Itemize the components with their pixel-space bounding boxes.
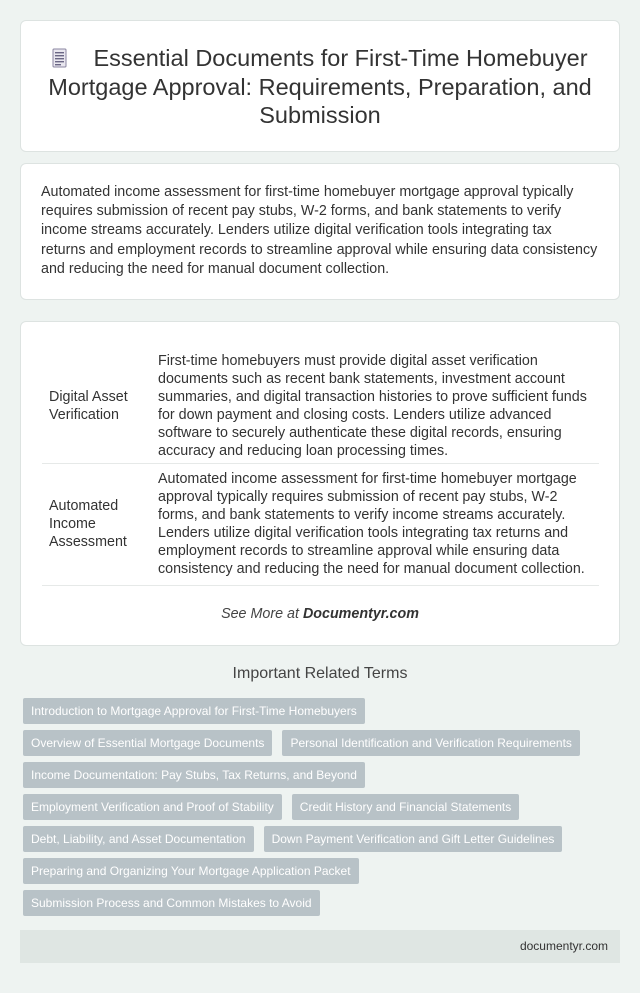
- tag-row: [23, 762, 365, 788]
- see-more-prefix: See More at: [221, 606, 299, 622]
- related-term-tag[interactable]: Overview of Essential Mortgage Documents: [23, 730, 272, 756]
- footer-site-link[interactable]: documentyr.com: [519, 939, 608, 953]
- header-card: [20, 20, 620, 152]
- footer: [20, 930, 620, 963]
- summary-text: Automated income assessment for first-time homebuyer mortgage approval typically requires submission of recent pay stubs, W-2 forms, and bank statements to verify income streams accurately. Lenders utilize digital verification tools integrating tax returns and employment records to streamline approval while ensuring data consistency and reducing the need for manual document collection.: [41, 184, 598, 277]
- tag-row: [23, 794, 519, 820]
- related-term-tag[interactable]: Debt, Liability, and Asset Documentation: [23, 826, 254, 852]
- description-cell: First-time homebuyers must provide digital asset verification documents such as recent bank statements, investment account summaries, and digital transaction histories to prove sufficient funds for down payment and closing costs. Lenders utilize advanced software to securely authenticate these digital records, ensuring accuracy and reducing loan processing times.: [151, 348, 599, 463]
- related-term-tag[interactable]: Employment Verification and Proof of Stability: [23, 794, 282, 820]
- tag-row: [23, 730, 580, 756]
- tag-row: [23, 698, 365, 724]
- description-cell: Automated income assessment for first-time homebuyer mortgage approval typically requires submission of recent pay stubs, W-2 forms, and bank statements to verify income streams accurately. Lenders utilize digital verification tools integrating tax returns and employment records to streamline approval while ensuring data consistency and reducing the need for manual document collection.: [151, 463, 599, 585]
- tag-row: [23, 826, 562, 852]
- table-row: [42, 463, 599, 585]
- table-row: [42, 348, 599, 463]
- term-cell: Automated Income Assessment: [42, 463, 151, 585]
- page-title-text: Essential Documents for First-Time Homebuyer Mortgage Approval: Requirements, Preparation, and Submission: [48, 45, 592, 128]
- see-more-site[interactable]: Documentyr.com: [302, 606, 419, 622]
- document-icon: [52, 48, 67, 68]
- tag-row: [23, 890, 320, 916]
- definitions-table: [42, 348, 599, 586]
- related-term-tag[interactable]: Personal Identification and Verification Requirements: [282, 730, 580, 756]
- see-more-link[interactable]: [21, 606, 619, 622]
- related-term-tag[interactable]: Down Payment Verification and Gift Letter Guidelines: [264, 826, 563, 852]
- related-term-tag[interactable]: Submission Process and Common Mistakes to Avoid: [23, 890, 320, 916]
- page-title: [41, 44, 599, 130]
- summary-card: [20, 163, 620, 300]
- definitions-card: [20, 321, 620, 646]
- term-cell: Digital Asset Verification: [42, 348, 151, 463]
- related-term-tag[interactable]: Introduction to Mortgage Approval for First-Time Homebuyers: [23, 698, 365, 724]
- tag-row: [23, 858, 359, 884]
- related-term-tag[interactable]: Preparing and Organizing Your Mortgage Application Packet: [23, 858, 359, 884]
- related-term-tag[interactable]: Income Documentation: Pay Stubs, Tax Returns, and Beyond: [23, 762, 365, 788]
- related-terms-heading: Important Related Terms: [232, 665, 408, 682]
- related-term-tag[interactable]: Credit History and Financial Statements: [292, 794, 519, 820]
